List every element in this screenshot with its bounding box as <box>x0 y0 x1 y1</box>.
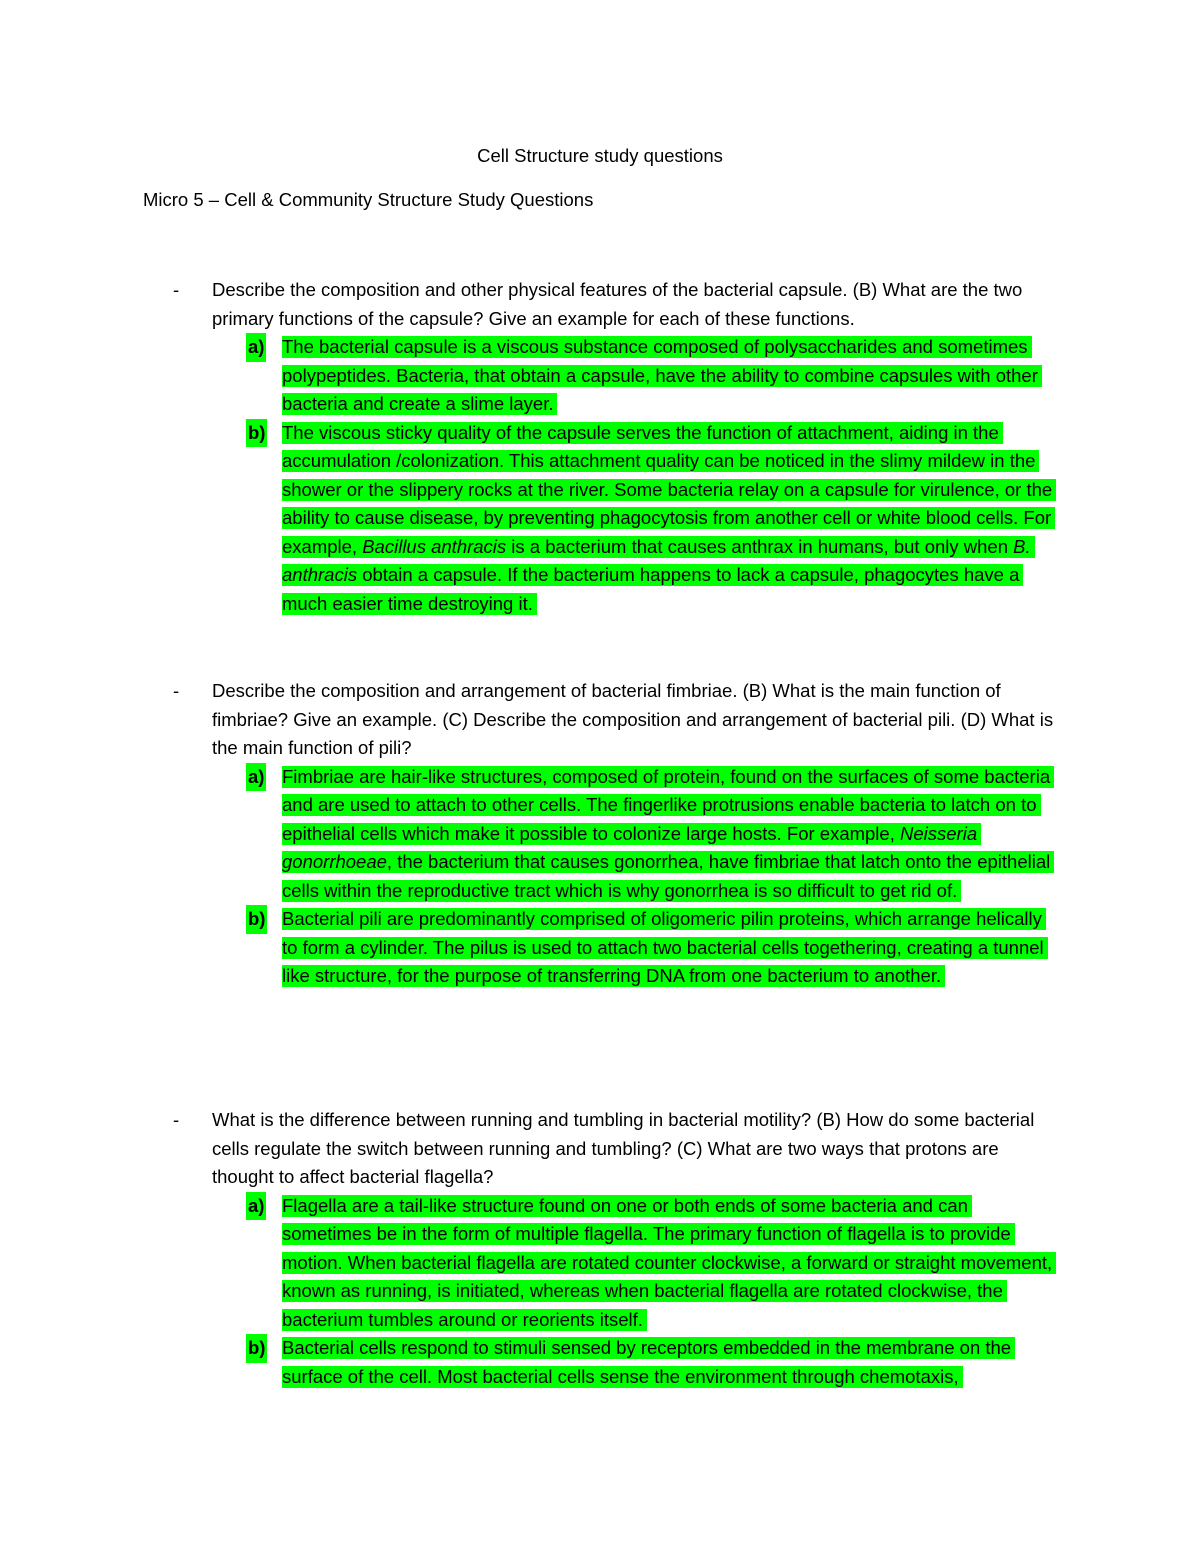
answer-marker: b) <box>246 905 267 934</box>
answer-item <box>248 1334 1062 1391</box>
question-text: Describe the composition and arrangement of bacterial fimbriae. (B) What is the main function of fimbriae? Give an example. (C) Describe the composition and arrangement of bacterial pili. (D) What is the main function of pili? <box>212 680 1054 758</box>
answer-marker: b) <box>246 419 267 448</box>
answer-text: The bacterial capsule is a viscous substance composed of polysaccharides and sometimes polypeptides. Bacteria, that obtain a capsule, have the ability to combine capsules with other bacteria and create a slime layer. <box>282 336 1042 415</box>
answer-text-segment: The viscous sticky quality of the capsule serves the function of attachment, aiding in the accumulation /colonization. This attachment quality can be noticed in the slimy mildew in the shower or the slippery rocks at the river. Some bacteria relay on a capsule for virulence, or the ability to cause disease, by preventing phagocytosis from another cell or white blood cells. For example, <box>282 421 1053 557</box>
answer-text-segment: , the bacterium that causes gonorrhea, have fimbriae that latch onto the epithelial cells within the reproductive tract which is why gonorrhea is so difficult to get rid of. <box>282 851 1051 901</box>
answer-item <box>248 419 1062 619</box>
answer-item <box>248 763 1062 906</box>
answer-text <box>282 766 1054 902</box>
question-text: Describe the composition and other physical features of the bacterial capsule. (B) What are the two primary functions of the capsule? Give an example for each of these functions. <box>212 279 1023 329</box>
answer-text-segment: Fimbriae are hair-like structures, composed of protein, found on the surfaces of some bacteria and are used to attach to other cells. The fingerlike protrusions enable bacteria to latch on to epithelial cells which make it possible to colonize large hosts. For example, <box>282 765 1051 844</box>
answer-text-segment: is a bacterium that causes anthrax in humans, but only when <box>506 535 1014 557</box>
answer-item <box>248 905 1062 991</box>
document-title: Cell Structure study questions <box>477 145 723 166</box>
answer-marker: b) <box>246 1334 267 1363</box>
answer-list <box>143 333 1063 618</box>
species-name: Bacillus anthracis <box>362 535 507 557</box>
answer-list <box>143 1192 1063 1392</box>
species-name: B. anthracis <box>282 535 1031 585</box>
question-text: What is the difference between running and tumbling in bacterial motility? (B) How do some bacterial cells regulate the switch between running and tumbling? (C) What are two ways that protons are thought to affect bacterial flagella? <box>212 1109 1035 1187</box>
answer-item <box>248 1192 1062 1335</box>
answer-text-segment: obtain a capsule. If the bacterium happens to lack a capsule, phagocytes have a much easier time destroying it. <box>282 564 1020 614</box>
question-2 <box>143 677 1063 991</box>
answer-text: Flagella are a tail-like structure found on one or both ends of some bacteria and can sometimes be in the form of multiple flagella. The primary function of flagella is to provide motion. When bacterial flagella are rotated counter clockwise, a forward or straight movement, known as running, is initiated, whereas when bacterial flagella are rotated clockwise, the bacterium tumbles around or reorients itself. <box>282 1195 1056 1331</box>
question-bullet: - <box>173 1109 180 1130</box>
answer-marker: a) <box>246 333 266 362</box>
answer-item <box>248 333 1062 419</box>
question-3 <box>143 1106 1063 1391</box>
answer-text: Bacterial cells respond to stimuli sensed by receptors embedded in the membrane on the surface of the cell. Most bacterial cells sense the environment through chemotaxis, <box>282 1337 1015 1388</box>
answer-text: Bacterial pili are predominantly comprised of oligomeric pilin proteins, which arrange helically to form a cylinder. The pilus is used to attach two bacterial cells togethering, creating a tunnel like structure, for the purpose of transferring DNA from one bacterium to another. <box>282 908 1048 987</box>
document-subtitle: Micro 5 – Cell & Community Structure Study Questions <box>143 189 594 210</box>
species-name: Neisseria gonorrhoeae <box>282 822 978 872</box>
answer-list <box>143 763 1063 991</box>
question-bullet: - <box>173 680 180 701</box>
answer-text <box>282 422 1056 615</box>
answer-marker: a) <box>246 763 266 792</box>
question-bullet: - <box>173 279 180 300</box>
question-1 <box>143 276 1063 618</box>
answer-marker: a) <box>246 1192 266 1221</box>
